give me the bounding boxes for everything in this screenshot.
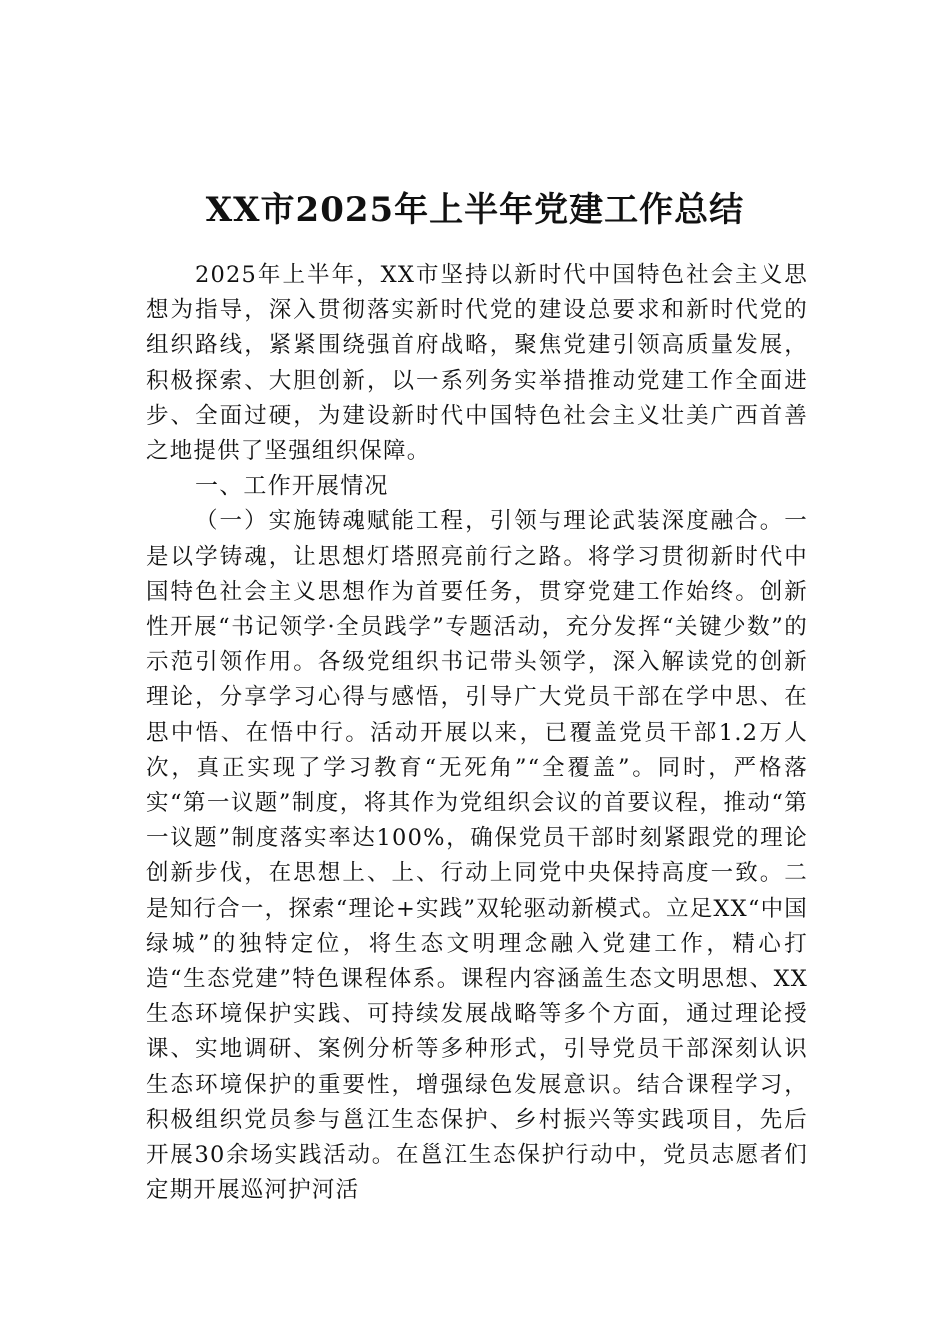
- document-title: XX市2025年上半年党建工作总结: [205, 189, 745, 230]
- document-body: [146, 258, 808, 1208]
- section-heading: 一、工作开展情况: [195, 473, 389, 500]
- body-paragraph: （一）实施铸魂赋能工程，引领与理论武装深度融合。一是以学铸魂，让思想灯塔照亮前行之路。将学习贯彻新时代中国特色社会主义思想作为首要任务，贯穿党建工作始终。创新性开展“书记领学·全员践学”专题活动，充分发挥“关键少数”的示范引领作用。各级党组织书记带头领学，深入解读党的创新理论，分享学习心得与感悟，引导广大党员干部在学中思、在思中悟、在悟中行。活动开展以来，已覆盖党员干部1.2万人次，真正实现了学习教育“无死角”“全覆盖”。同时，严格落实“第一议题”制度，将其作为党组织会议的首要议程，推动“第一议题”制度落实率达100%，确保党员干部时刻紧跟党的理论创新步伐，在思想上、上、行动上同党中央保持高度一致。二是知行合一，探索“理论+实践”双轮驱动新模式。立足XX“中国绿城”的独特定位，将生态文明理念融入党建工作，精心打造“生态党建”特色课程体系。课程内容涵盖生态文明思想、XX生态环境保护实践、可持续发展战略等多个方面，通过理论授课、实地调研、案例分析等多种形式，引导党员干部深刻认识生态环境保护的重要性，增强绿色发展意识。结合课程学习，积极组织党员参与邕江生态保护、乡村振兴等实践项目，先后开展30余场实践活动。在邕江生态保护行动中，党员志愿者们定期开展巡河护河活: [146, 508, 808, 1204]
- intro-paragraph: 2025年上半年，XX市坚持以新时代中国特色社会主义思想为指导，深入贯彻落实新时代党的建设总要求和新时代党的组织路线，紧紧围绕强首府战略，聚焦党建引领高质量发展，积极探索、大胆创新，以一系列务实举措推动党建工作全面进步、全面过硬，为建设新时代中国特色社会主义壮美广西首善之地提供了坚强组织保障。: [146, 262, 808, 465]
